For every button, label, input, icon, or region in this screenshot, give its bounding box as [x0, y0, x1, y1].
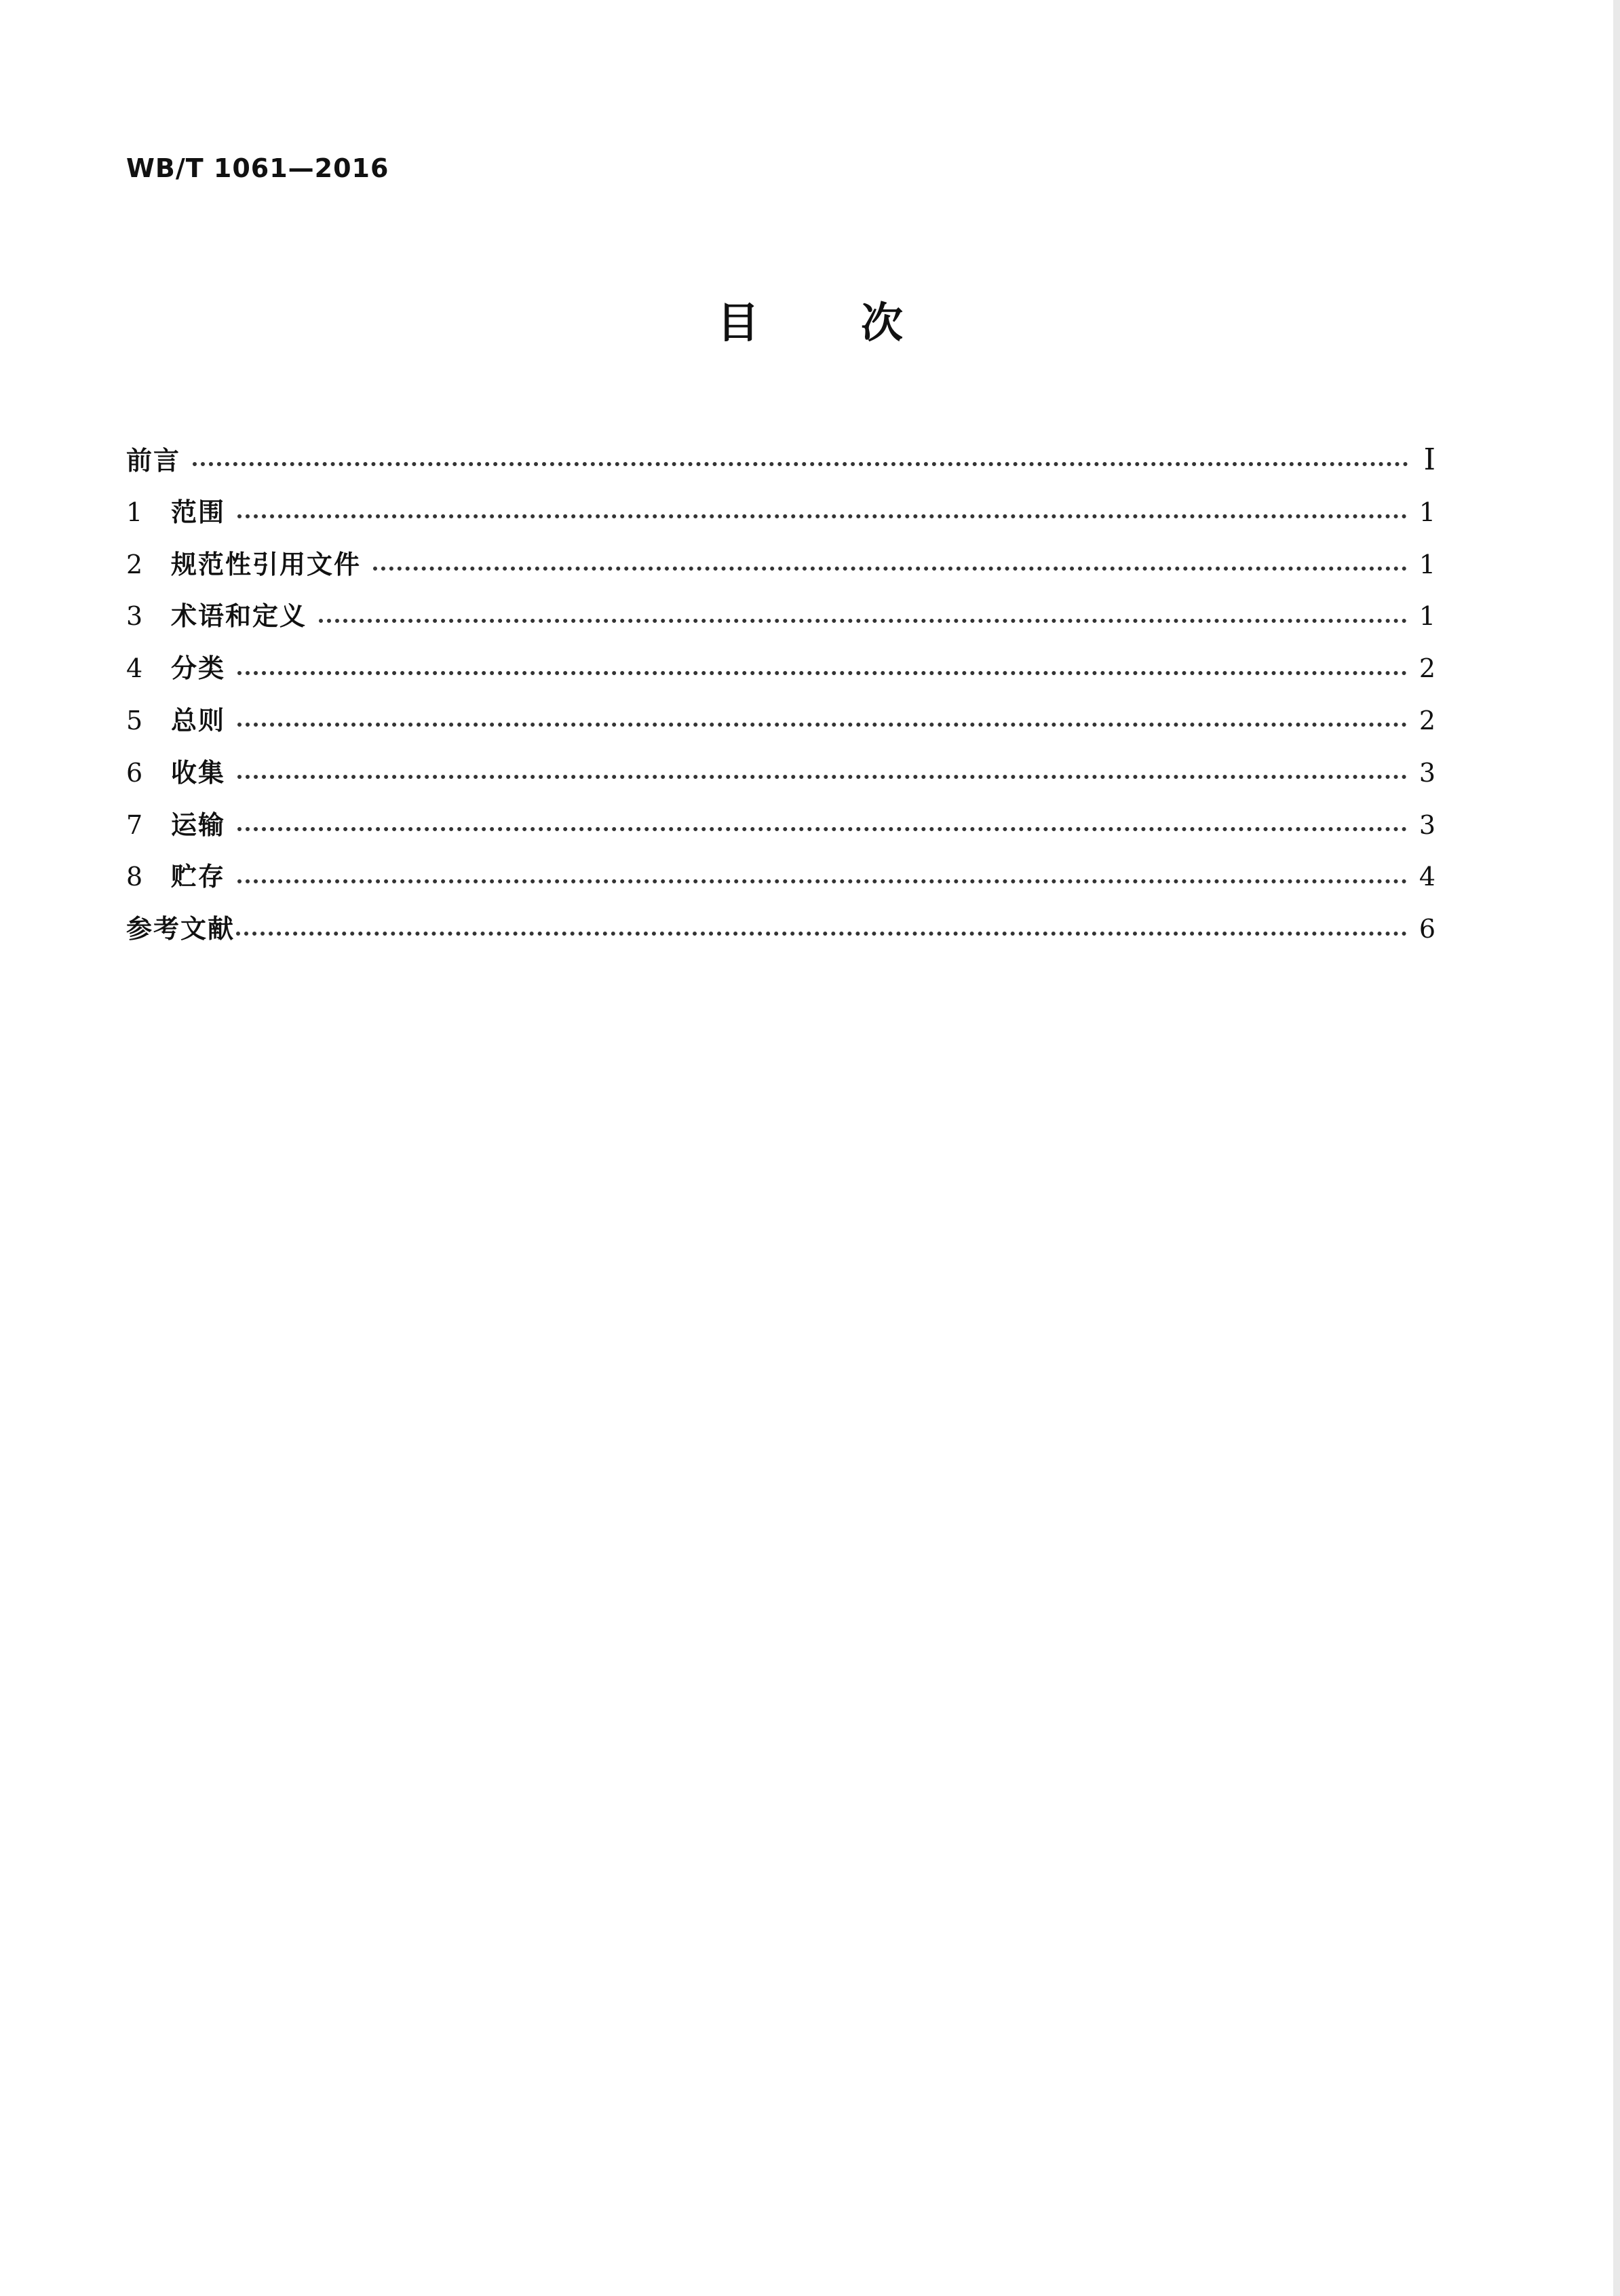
toc-entry-number: 7: [126, 809, 143, 840]
toc-entry-collection[interactable]: [126, 747, 1435, 799]
toc-entry-bibliography[interactable]: [126, 903, 1435, 955]
toc-entry-page: 1: [1419, 601, 1435, 632]
toc-entry-page: 3: [1419, 809, 1435, 840]
toc-entry-storage[interactable]: [126, 851, 1435, 903]
toc-leader-dots: [237, 879, 1407, 883]
toc-entry-page: I: [1423, 442, 1435, 477]
toc-entry-label: 规范性引用文件: [171, 549, 362, 579]
title-char-2: 次: [861, 298, 904, 347]
toc-entry-label: 分类: [171, 653, 226, 684]
toc-entry-label: 前言: [126, 446, 181, 476]
toc-entry-number: 2: [126, 549, 143, 579]
toc-entry-page: 1: [1419, 549, 1435, 579]
toc-entry-page: 6: [1419, 914, 1435, 944]
page-title: [0, 296, 1620, 350]
toc-leader-dots: [237, 723, 1407, 727]
toc-entry-page: 2: [1419, 705, 1435, 735]
toc-entry-scope[interactable]: [126, 486, 1435, 539]
toc-entry-classification[interactable]: [126, 643, 1435, 695]
toc-entry-foreword[interactable]: [126, 434, 1435, 486]
standard-code: WB/T 1061—2016: [126, 153, 389, 183]
toc-entry-page: 1: [1419, 497, 1435, 527]
toc-entry-page: 2: [1419, 653, 1435, 684]
toc-entry-label: 收集: [171, 757, 226, 788]
toc-leader-dots: [236, 932, 1407, 936]
toc-entry-label: 总则: [171, 705, 226, 735]
toc-leader-dots: [373, 567, 1407, 571]
toc-entry-normative-references[interactable]: [126, 539, 1435, 591]
toc-entry-number: 1: [126, 497, 143, 527]
toc-entry-label: 术语和定义: [171, 601, 307, 632]
toc-entry-label: 参考文献: [126, 914, 235, 944]
toc-entry-page: 4: [1419, 862, 1435, 892]
toc-leader-dots: [237, 775, 1407, 779]
toc-leader-dots: [193, 462, 1408, 466]
toc-entry-number: 8: [126, 862, 143, 892]
toc-leader-dots: [237, 514, 1407, 518]
toc-entry-number: 3: [126, 601, 143, 632]
toc-entry-number: 4: [126, 653, 143, 684]
toc-entry-number: 5: [126, 705, 143, 735]
toc-entry-number: 6: [126, 757, 143, 788]
toc-entry-transport[interactable]: [126, 799, 1435, 852]
toc-leader-dots: [319, 619, 1407, 623]
toc-entry-label: 运输: [171, 809, 226, 840]
toc-leader-dots: [237, 671, 1407, 675]
toc-entry-page: 3: [1419, 757, 1435, 788]
toc-entry-general[interactable]: [126, 695, 1435, 747]
toc-entry-label: 贮存: [171, 862, 226, 892]
table-of-contents: [126, 434, 1435, 955]
toc-entry-terms-definitions[interactable]: [126, 590, 1435, 643]
title-char-1: 目: [716, 298, 759, 347]
toc-leader-dots: [237, 827, 1407, 831]
toc-entry-label: 范围: [171, 497, 226, 527]
